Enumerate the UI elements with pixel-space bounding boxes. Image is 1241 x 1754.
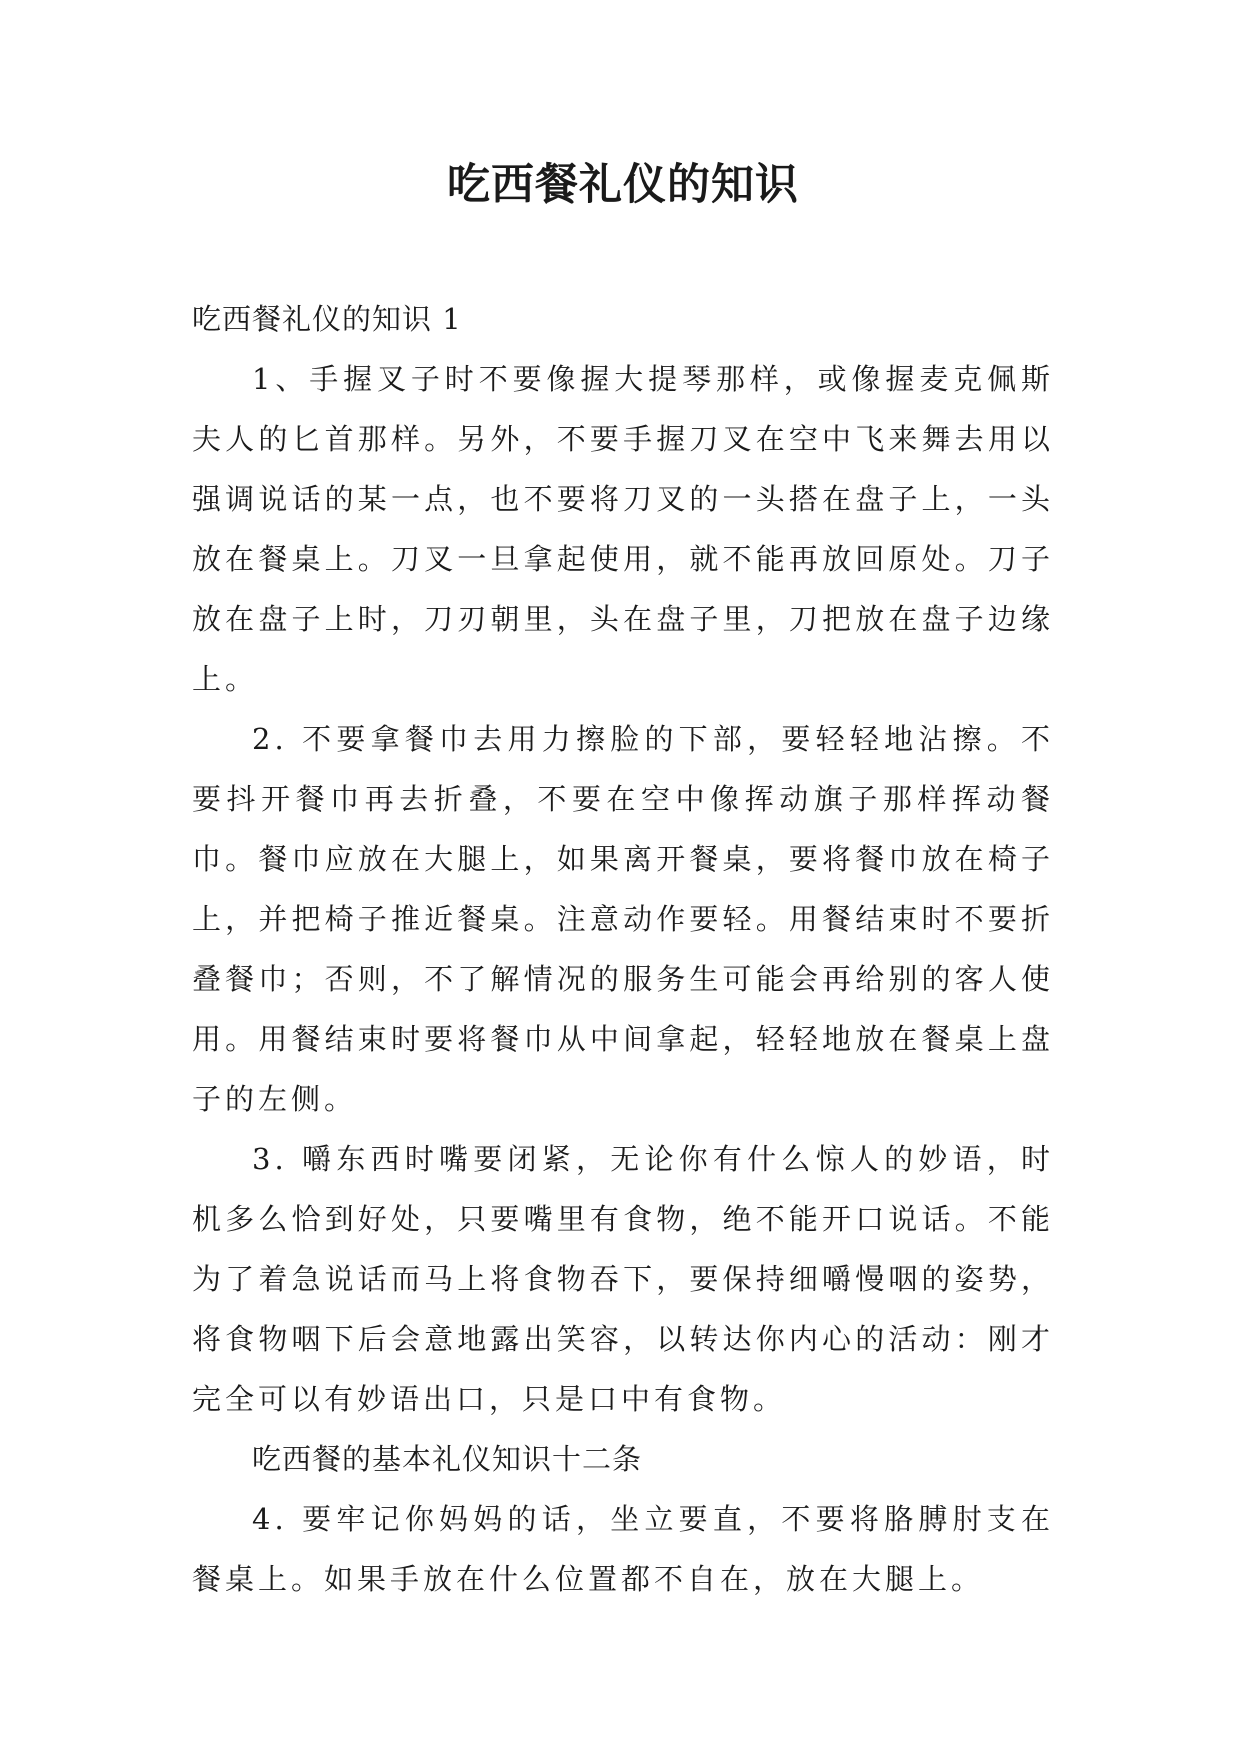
- paragraph-4: 4. 要牢记你妈妈的话，坐立要直，不要将胳膊肘支在餐桌上。如果手放在什么位置都不自在，放在大腿上。: [192, 1502, 1054, 1596]
- document-title: 吃西餐礼仪的知识: [447, 160, 799, 210]
- section-heading: 吃西餐礼仪的知识 1: [192, 302, 462, 336]
- document-body: [192, 289, 1054, 1609]
- subsection-heading: 吃西餐的基本礼仪知识十二条: [252, 1442, 643, 1476]
- paragraph-3: 3. 嚼东西时嘴要闭紧，无论你有什么惊人的妙语，时机多么恰到好处，只要嘴里有食物，绝不能开口说话。不能为了着急说话而马上将食物吞下，要保持细嚼慢咽的姿势，将食物咽下后会意地露出笑容，以转达你内心的活动：刚才完全可以有妙语出口，只是口中有食物。: [192, 1142, 1054, 1416]
- paragraph-2: 2. 不要拿餐巾去用力擦脸的下部，要轻轻地沾擦。不要抖开餐巾再去折叠，不要在空中像挥动旗子那样挥动餐巾。餐巾应放在大腿上，如果离开餐桌，要将餐巾放在椅子上，并把椅子推近餐桌。注意动作要轻。用餐结束时不要折叠餐巾；否则，不了解情况的服务生可能会再给别的客人使用。用餐结束时要将餐巾从中间拿起，轻轻地放在餐桌上盘子的左侧。: [192, 722, 1054, 1116]
- paragraph-1: 1、手握叉子时不要像握大提琴那样，或像握麦克佩斯夫人的匕首那样。另外，不要手握刀叉在空中飞来舞去用以强调说话的某一点，也不要将刀叉的一头搭在盘子上，一头放在餐桌上。刀叉一旦拿起使用，就不能再放回原处。刀子放在盘子上时，刀刃朝里，头在盘子里，刀把放在盘子边缘上。: [192, 362, 1054, 696]
